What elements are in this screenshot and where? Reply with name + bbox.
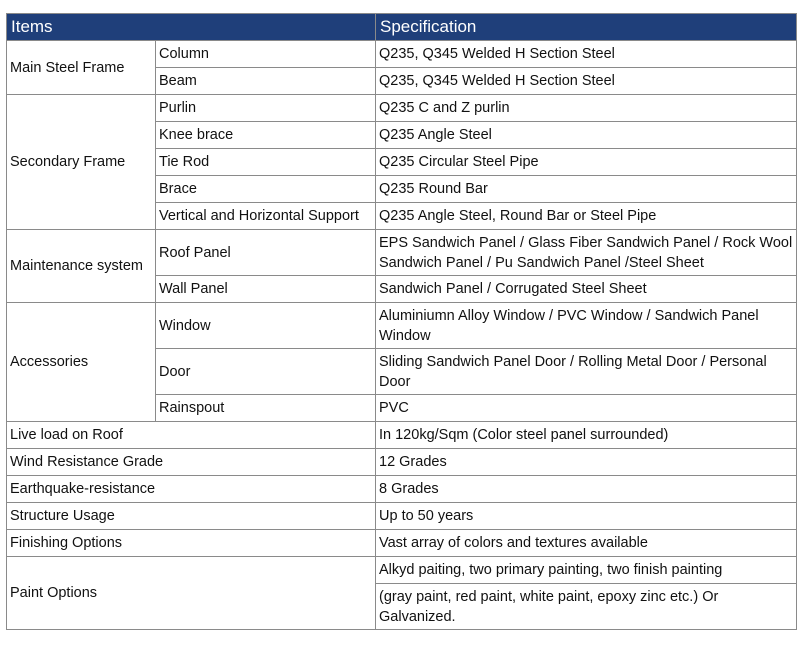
spec-cell: PVC — [376, 395, 797, 422]
spec-cell: EPS Sandwich Panel / Glass Fiber Sandwich Panel / Rock Wool Sandwich Panel / Pu Sandwich Panel /Steel Sheet — [376, 230, 797, 276]
item-cell: Knee brace — [156, 122, 376, 149]
group-label-secondary-frame: Secondary Frame — [7, 95, 156, 230]
group-label-paint-options: Paint Options — [7, 557, 376, 630]
table-row — [7, 449, 797, 476]
spec-cell: Q235 Angle Steel — [376, 122, 797, 149]
spec-cell: Q235 Round Bar — [376, 176, 797, 203]
table-row — [7, 230, 797, 276]
table-row — [7, 95, 797, 122]
group-label-main-steel-frame: Main Steel Frame — [7, 41, 156, 95]
spec-cell: Q235 Circular Steel Pipe — [376, 149, 797, 176]
item-cell: Wind Resistance Grade — [7, 449, 376, 476]
item-cell: Rainspout — [156, 395, 376, 422]
table-row — [7, 557, 797, 584]
item-cell: Earthquake-resistance — [7, 476, 376, 503]
spec-cell: Q235 C and Z purlin — [376, 95, 797, 122]
group-label-maintenance-system: Maintenance system — [7, 230, 156, 303]
item-cell: Brace — [156, 176, 376, 203]
table-row — [7, 530, 797, 557]
table-row — [7, 41, 797, 68]
header-items: Items — [7, 14, 376, 41]
spec-cell: Alkyd paiting, two primary painting, two finish painting — [376, 557, 797, 584]
item-cell: Structure Usage — [7, 503, 376, 530]
table-row — [7, 422, 797, 449]
table-row — [7, 503, 797, 530]
table-header-row — [7, 14, 797, 41]
item-cell: Tie Rod — [156, 149, 376, 176]
item-cell: Vertical and Horizontal Support — [156, 203, 376, 230]
spec-cell: Q235 Angle Steel, Round Bar or Steel Pipe — [376, 203, 797, 230]
group-label-accessories: Accessories — [7, 303, 156, 422]
spec-cell: Q235, Q345 Welded H Section Steel — [376, 41, 797, 68]
spec-cell: (gray paint, red paint, white paint, epoxy zinc etc.) Or Galvanized. — [376, 584, 797, 630]
spec-cell: Sliding Sandwich Panel Door / Rolling Metal Door / Personal Door — [376, 349, 797, 395]
spec-cell: 8 Grades — [376, 476, 797, 503]
item-cell: Window — [156, 303, 376, 349]
spec-cell: Sandwich Panel / Corrugated Steel Sheet — [376, 276, 797, 303]
item-cell: Wall Panel — [156, 276, 376, 303]
table-row — [7, 476, 797, 503]
header-specification: Specification — [376, 14, 797, 41]
spec-cell: In 120kg/Sqm (Color steel panel surrounded) — [376, 422, 797, 449]
item-cell: Live load on Roof — [7, 422, 376, 449]
item-cell: Beam — [156, 68, 376, 95]
item-cell: Finishing Options — [7, 530, 376, 557]
spec-cell: Aluminiumn Alloy Window / PVC Window / Sandwich Panel Window — [376, 303, 797, 349]
spec-cell: 12 Grades — [376, 449, 797, 476]
spec-cell: Q235, Q345 Welded H Section Steel — [376, 68, 797, 95]
specification-table — [6, 13, 797, 630]
item-cell: Column — [156, 41, 376, 68]
item-cell: Roof Panel — [156, 230, 376, 276]
spec-cell: Up to 50 years — [376, 503, 797, 530]
table-row — [7, 303, 797, 349]
item-cell: Purlin — [156, 95, 376, 122]
item-cell: Door — [156, 349, 376, 395]
spec-cell: Vast array of colors and textures available — [376, 530, 797, 557]
